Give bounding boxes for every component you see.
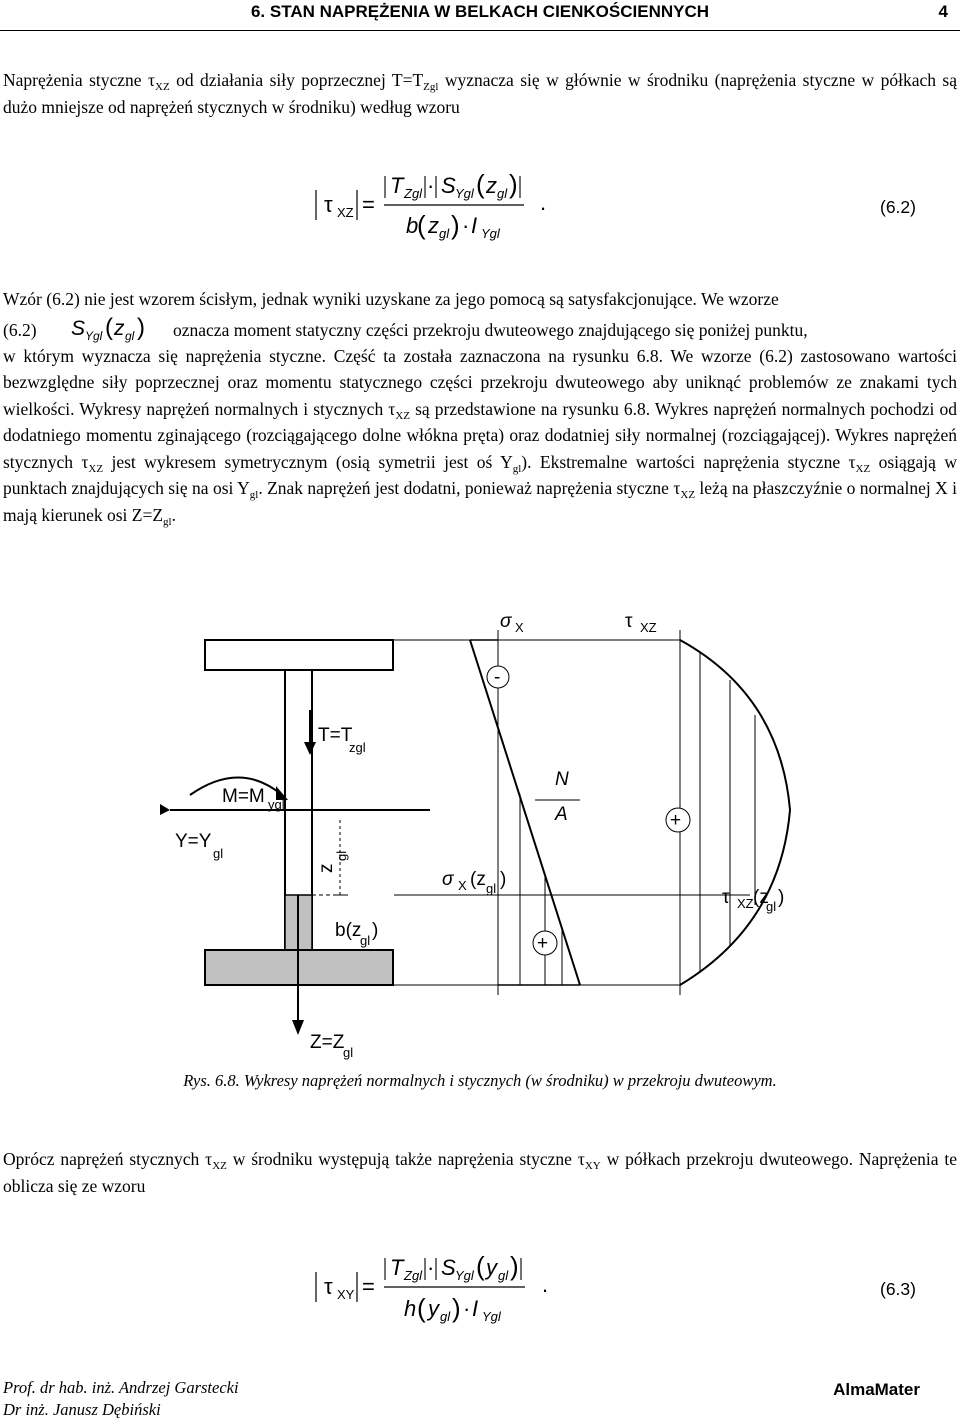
- text: w którym wyznacza się naprężenia styczne. Część ta została zaznaczona na rysunku 6.8. We wzorze (6.2) zastosowano wartości bezwzględne siły poprzecznej oraz momentu statycznego części przekroju dwuteowego aby uniknąć problemów ze znakami tych wielkości. Wykresy naprężeń normalnych i stycznych: [3, 345, 957, 419]
- subscript: XZ: [155, 81, 170, 93]
- shear-arrow-head: [304, 742, 316, 755]
- eq-sub: Zgl: [404, 186, 423, 201]
- label-sub: gl: [343, 1045, 354, 1060]
- label-paren: ): [372, 920, 379, 941]
- text: . Znak naprężeń jest dodatni, ponieważ naprężenia styczne: [258, 478, 674, 498]
- tau-symbol: τ: [205, 1149, 213, 1169]
- y-axis-arrow: [160, 804, 170, 815]
- header-rule: [0, 30, 960, 31]
- label-shear: T=T: [318, 725, 353, 746]
- eq-sub: gl: [125, 328, 135, 343]
- ibeam-top-flange: [205, 640, 393, 670]
- eq-sub: gl: [439, 226, 450, 241]
- z-axis-arrow: [292, 1020, 304, 1035]
- label-sub: X: [458, 878, 467, 893]
- eq-sub: gl: [498, 1268, 509, 1283]
- text: od działania siły poprzecznej T=T: [169, 70, 424, 90]
- eq-number: (6.2): [880, 197, 916, 217]
- text: ). Ekstremalne wartości naprężenia styczne: [521, 451, 849, 472]
- text: Naprężenia styczne: [3, 70, 148, 90]
- label-plus: +: [537, 933, 549, 954]
- label-tau: τ: [625, 611, 633, 632]
- eq-paren: (: [476, 169, 485, 199]
- label-z-axis: Z=Z: [310, 1032, 345, 1053]
- eq-dot: ·: [427, 173, 435, 198]
- subscript: Zgl: [423, 81, 439, 93]
- subscript: XZ: [855, 462, 871, 475]
- label-paren: ): [778, 887, 785, 908]
- text: leżą na płaszczyźnie o normalnej X i mają kierunek osi Z=Z: [3, 478, 957, 525]
- eq-period: .: [542, 1272, 549, 1297]
- page-number: 4: [938, 2, 948, 21]
- explanation-paragraph: [3, 286, 957, 528]
- eq-S: S: [441, 1255, 456, 1280]
- label-sub: zgl: [349, 740, 366, 755]
- tau-symbol: τ: [848, 451, 856, 472]
- eq-S: S: [71, 316, 86, 340]
- subscript: XY: [584, 1160, 601, 1172]
- svg-text:(: (: [476, 1251, 485, 1281]
- eq-paren: ): [509, 169, 518, 199]
- eq-z: z: [114, 316, 125, 340]
- text: jest wykresem symetrycznym (osią symetrii jest oś Y: [103, 451, 513, 472]
- inline-formula-line: [3, 313, 957, 343]
- label-paren: (z: [753, 887, 769, 908]
- eq-dot: ·: [463, 1296, 471, 1321]
- eq-h: h: [404, 1296, 417, 1321]
- eq-sub: Ygl: [455, 1268, 474, 1283]
- eq-period: .: [540, 190, 547, 215]
- label-sigma: σ: [500, 611, 512, 632]
- eq-equals: =: [362, 1274, 375, 1299]
- label-sub: gl: [486, 881, 497, 896]
- closing-paragraph: [3, 1146, 957, 1199]
- label-minus: -: [494, 667, 501, 688]
- eq-paren: ): [451, 210, 460, 240]
- tau-symbol: τ: [81, 451, 89, 472]
- label-sub: ygl: [268, 797, 285, 812]
- label-sub: XZ: [737, 896, 754, 911]
- eq-y: y: [486, 1255, 497, 1280]
- eq-sub: gl: [497, 186, 508, 201]
- equation-6-2: [0, 160, 960, 250]
- text: wyznacza się w głównie w środniku (naprężenia styczne w półkach są dużo mniejsze od naprężeń stycznych w środniku) według wzoru: [3, 70, 957, 117]
- text: w środniku występują także naprężenia styczne: [226, 1149, 578, 1169]
- figure-caption: Rys. 6.8. Wykresy naprężeń normalnych i stycznych (w środniku) w przekroju dwuteowym.: [183, 1071, 777, 1090]
- eq-sub: gl: [440, 1309, 451, 1324]
- label-sub: gl: [766, 899, 777, 914]
- tau-symbol: τ: [673, 478, 681, 498]
- footer-author-1: Prof. dr hab. inż. Andrzej Garstecki: [3, 1378, 239, 1397]
- subscript: gl: [163, 515, 172, 528]
- svg-text:): ): [137, 313, 145, 341]
- text: oznacza moment statyczny części przekroju dwuteowego znajdującego się poniżej punktu,: [173, 319, 808, 340]
- label-sub: gl: [334, 850, 349, 861]
- eq-z: z: [486, 173, 497, 198]
- eq-sub: Ygl: [455, 186, 474, 201]
- subscript: XZ: [395, 409, 410, 422]
- eq-y: y: [428, 1296, 439, 1321]
- subscript: XZ: [680, 489, 696, 501]
- eq-dot: ·: [427, 1255, 435, 1280]
- label-tau-z: τ: [722, 887, 730, 908]
- eq-I: I: [471, 213, 478, 238]
- label-paren: ): [500, 869, 507, 890]
- page-header: [0, 0, 960, 28]
- eq-tau: τ: [324, 192, 333, 217]
- label-sub: gl: [213, 846, 224, 861]
- eq-sub: XZ: [337, 205, 354, 220]
- eq-T: T: [390, 1255, 404, 1280]
- eq-equals: =: [362, 192, 375, 217]
- eq-sub: Ygl: [481, 226, 500, 241]
- subscript: gl: [512, 462, 522, 475]
- footer-author-2: Dr inż. Janusz Dębiński: [3, 1400, 161, 1419]
- svg-text:): ): [452, 1293, 461, 1323]
- svg-text:(: (: [417, 1293, 426, 1323]
- text: .: [171, 504, 176, 525]
- text-line: Wzór (6.2) nie jest wzorem ścisłym, jednak wyniki uzyskane za jego pomocą są satysfakcjonujące. We wzorze: [3, 289, 779, 309]
- label-z: z: [316, 863, 337, 873]
- inline-S-formula: [69, 313, 169, 345]
- eq-dot: ·: [462, 213, 470, 238]
- eq-b: b: [406, 213, 419, 238]
- text: Oprócz naprężeń stycznych: [3, 1149, 206, 1169]
- tau-symbol: τ: [147, 70, 156, 90]
- label-plus: +: [670, 810, 682, 831]
- label-sigma-z: σ: [442, 869, 454, 890]
- label-y-axis: Y=Y: [175, 831, 212, 852]
- label-A: A: [555, 804, 568, 825]
- intro-paragraph: [3, 67, 957, 120]
- eq-sub: Ygl: [482, 1309, 501, 1324]
- label-sub: gl: [360, 933, 371, 948]
- subscript: gl: [249, 489, 259, 501]
- subscript: XZ: [88, 462, 104, 475]
- label-sub: XZ: [640, 620, 657, 635]
- figure-6-8: [0, 595, 960, 1065]
- label-N: N: [555, 769, 569, 790]
- text: są przedstawione na rysunku 6.8. Wykres naprężeń normalnych pochodzi od dodatniego momentu zginającego (rozciągającego dolne włókna pręta) oraz dodatniej siły normalnej (rozciągającej). Wykres naprężeń stycznych: [3, 398, 957, 472]
- text: (6.2): [3, 319, 37, 340]
- eq-sub: Zgl: [404, 1268, 423, 1283]
- eq-tau: τ: [324, 1274, 333, 1299]
- tau-symbol: τ: [388, 398, 396, 419]
- eq-sub: XY: [337, 1287, 355, 1302]
- eq-S: S: [441, 173, 456, 198]
- label-b: b(z: [335, 920, 362, 941]
- tau-distribution: [680, 640, 790, 985]
- label-sub: X: [515, 620, 524, 635]
- svg-text:(: (: [105, 313, 113, 341]
- eq-sub: Ygl: [85, 328, 103, 343]
- chapter-title: 6. STAN NAPRĘŻENIA W BELKACH CIENKOŚCIENNYCH: [250, 2, 710, 21]
- eq-paren: (: [417, 210, 426, 240]
- footer-brand: AlmaMater: [833, 1380, 920, 1399]
- eq-number: (6.3): [880, 1279, 916, 1299]
- eq-T: T: [390, 173, 404, 198]
- eq-z: z: [428, 213, 439, 238]
- tau-symbol: τ: [577, 1149, 585, 1169]
- text: w półkach przekroju dwuteowego. Naprężenia te oblicza się ze wzoru: [3, 1149, 957, 1196]
- label-moment: M=M: [222, 786, 265, 807]
- eq-I: I: [472, 1296, 479, 1321]
- text: osiągają w punktach znajdujących się na osi Y: [3, 451, 957, 498]
- svg-text:): ): [510, 1251, 519, 1281]
- label-paren: (z: [470, 869, 486, 890]
- subscript: XZ: [212, 1160, 227, 1172]
- equation-6-3: [0, 1240, 960, 1330]
